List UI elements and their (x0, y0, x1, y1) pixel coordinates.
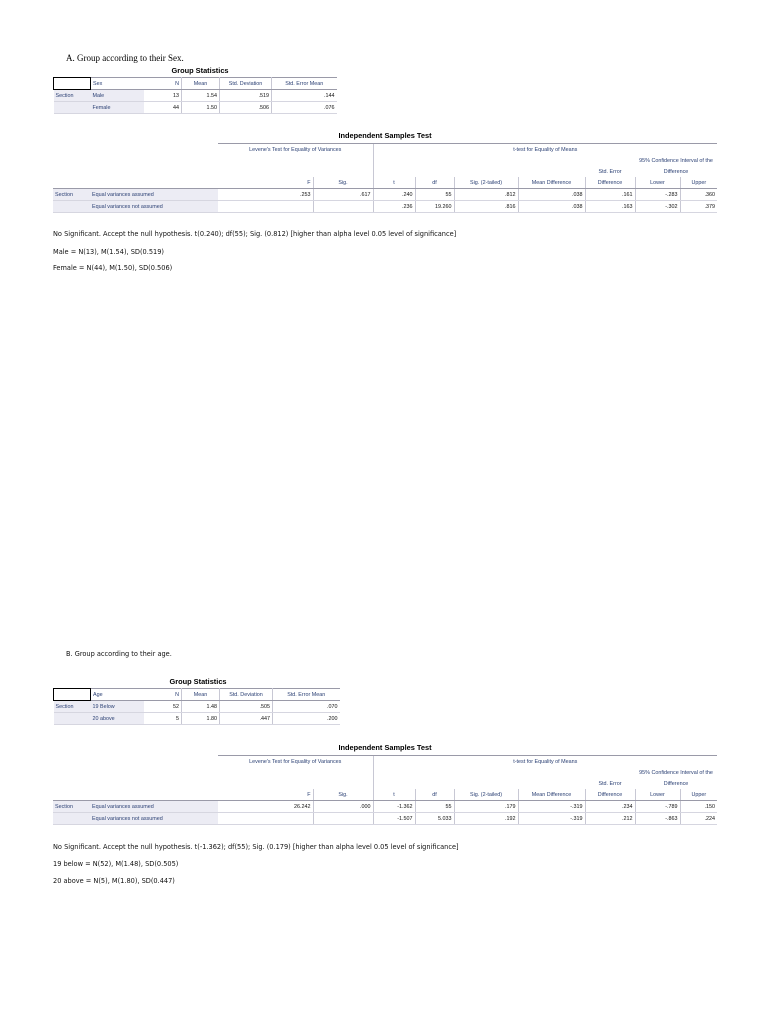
col-mean: Mean (182, 78, 220, 90)
cell-f (218, 813, 313, 825)
cell-t: .240 (373, 189, 415, 201)
cell-sig2: .812 (454, 189, 518, 201)
group-stats-table-a (53, 77, 337, 114)
cell-sig (313, 201, 373, 213)
result-note-a: No Significant. Accept the null hypothesis. t(0.240); df(55); Sig. (0.812) [higher than alpha level 0.05 level of significance] (53, 230, 457, 238)
group-stats-title-a: Group Statistics (171, 66, 229, 75)
cell-sd: .505 (220, 701, 273, 713)
variance-label: Equal variances not assumed (90, 813, 218, 825)
group-label: 20 above (91, 713, 144, 725)
group-stats-title-b: Group Statistics (169, 677, 227, 686)
group-stats-table-b (53, 688, 340, 725)
col-md: Mean Difference (518, 177, 585, 189)
row-label: Section (54, 90, 91, 102)
row-label: Section (54, 701, 91, 713)
ci-header-2: Difference (663, 780, 689, 787)
section-a-heading: A. Group according to their Sex. (66, 53, 184, 63)
corner-cell (54, 78, 91, 90)
col-f: F (218, 177, 313, 189)
group-var-header: Age (91, 689, 144, 701)
cell-sig2: .192 (454, 813, 518, 825)
col-sig2: Sig. (2-tailed) (454, 789, 518, 801)
cell-t: .236 (373, 201, 415, 213)
row-label: Section (53, 801, 90, 813)
cell-sed: .212 (585, 813, 635, 825)
cell-sig (313, 813, 373, 825)
ind-test-table-a (53, 143, 717, 213)
cell-df: 55 (415, 801, 454, 813)
cell-md: .038 (518, 189, 585, 201)
row-label: Section (53, 189, 90, 201)
col-upper: Upper (680, 789, 717, 801)
cell-t: -1.362 (373, 801, 415, 813)
cell-sed: .161 (585, 189, 635, 201)
col-mean: Mean (182, 689, 220, 701)
col-df: df (415, 177, 454, 189)
section-b-heading: B. Group according to their age. (66, 650, 172, 658)
cell-sig2: .816 (454, 201, 518, 213)
col-n: N (144, 78, 182, 90)
col-se: Std. Error Mean (273, 689, 340, 701)
levene-header: Levene's Test for Equality of Variances (218, 756, 373, 768)
cell-md: .038 (518, 201, 585, 213)
col-t: t (373, 789, 415, 801)
variance-label: Equal variances assumed (90, 189, 218, 201)
cell-se: .144 (272, 90, 337, 102)
col-sig: Sig. (313, 177, 373, 189)
group-label: 19 Below (91, 701, 144, 713)
cell-sd: .447 (220, 713, 273, 725)
cell-f (218, 201, 313, 213)
stat-note-a-female: Female = N(44), M(1.50), SD(0.506) (53, 264, 173, 272)
ci-header-2: Difference (663, 168, 689, 175)
table-row (54, 701, 340, 713)
cell-sed: .234 (585, 801, 635, 813)
stat-note-b-20above: 20 above = N(5), M(1.80), SD(0.447) (53, 877, 175, 885)
col-upper: Upper (680, 177, 717, 189)
group-label: Female (91, 102, 144, 114)
cell-upper: .224 (680, 813, 717, 825)
table-row (54, 713, 340, 725)
cell-upper: .150 (680, 801, 717, 813)
ind-test-title-a: Independent Samples Test (338, 131, 432, 140)
stat-note-b-19below: 19 below = N(52), M(1.48), SD(0.505) (53, 860, 179, 868)
table-row (53, 189, 717, 201)
table-row (53, 201, 717, 213)
cell-mean: 1.50 (182, 102, 220, 114)
cell-n: 13 (144, 90, 182, 102)
corner-cell (54, 689, 91, 701)
cell-n: 44 (144, 102, 182, 114)
col-se: Std. Error Mean (272, 78, 337, 90)
col-md: Mean Difference (518, 789, 585, 801)
col-lower: Lower (635, 789, 680, 801)
result-note-b: No Significant. Accept the null hypothesis. t(-1.362); df(55); Sig. (0.179) [higher than alpha level 0.05 level of significance] (53, 843, 459, 851)
se-diff-header-1: Std. Error (598, 168, 622, 175)
ttest-header: t-test for Equality of Means (373, 144, 717, 156)
col-t: t (373, 177, 415, 189)
ttest-header: t-test for Equality of Means (373, 756, 717, 768)
cell-se: .200 (273, 713, 340, 725)
cell-lower: -.789 (635, 801, 680, 813)
col-f: F (218, 789, 313, 801)
se-diff-header-2: Difference (585, 177, 635, 189)
cell-f: .253 (218, 189, 313, 201)
col-df: df (415, 789, 454, 801)
col-sd: Std. Deviation (220, 689, 273, 701)
cell-sig2: .179 (454, 801, 518, 813)
cell-sig: .617 (313, 189, 373, 201)
table-row (54, 90, 337, 102)
cell-se: .070 (273, 701, 340, 713)
table-row (53, 813, 717, 825)
cell-sig: .000 (313, 801, 373, 813)
stat-note-a-male: Male = N(13), M(1.54), SD(0.519) (53, 248, 164, 256)
cell-t: -1.507 (373, 813, 415, 825)
cell-md: -.319 (518, 813, 585, 825)
col-lower: Lower (635, 177, 680, 189)
cell-n: 52 (144, 701, 182, 713)
cell-sed: .163 (585, 201, 635, 213)
col-n: N (144, 689, 182, 701)
se-diff-header-1: Std. Error (598, 780, 622, 787)
ind-test-table-b (53, 755, 717, 825)
cell-md: -.319 (518, 801, 585, 813)
cell-se: .076 (272, 102, 337, 114)
cell-lower: -.283 (635, 189, 680, 201)
col-sig2: Sig. (2-tailed) (454, 177, 518, 189)
cell-lower: -.863 (635, 813, 680, 825)
group-label: Male (91, 90, 144, 102)
cell-mean: 1.48 (182, 701, 220, 713)
cell-upper: .360 (680, 189, 717, 201)
cell-sd: .506 (220, 102, 272, 114)
cell-sd: .519 (220, 90, 272, 102)
cell-df: 55 (415, 189, 454, 201)
se-diff-header-2: Difference (585, 789, 635, 801)
cell-upper: .379 (680, 201, 717, 213)
cell-lower: -.302 (635, 201, 680, 213)
group-var-header: Sex (91, 78, 144, 90)
col-sig: Sig. (313, 789, 373, 801)
cell-f: 26.242 (218, 801, 313, 813)
ci-header-1: 95% Confidence Interval of the (639, 157, 713, 164)
variance-label: Equal variances assumed (90, 801, 218, 813)
col-sd: Std. Deviation (220, 78, 272, 90)
cell-n: 5 (144, 713, 182, 725)
cell-df: 5.033 (415, 813, 454, 825)
variance-label: Equal variances not assumed (90, 201, 218, 213)
ci-header-1: 95% Confidence Interval of the (639, 769, 713, 776)
table-row (54, 102, 337, 114)
levene-header: Levene's Test for Equality of Variances (218, 144, 373, 156)
cell-mean: 1.80 (182, 713, 220, 725)
ind-test-title-b: Independent Samples Test (338, 743, 432, 752)
cell-mean: 1.54 (182, 90, 220, 102)
cell-df: 19.260 (415, 201, 454, 213)
table-row (53, 801, 717, 813)
